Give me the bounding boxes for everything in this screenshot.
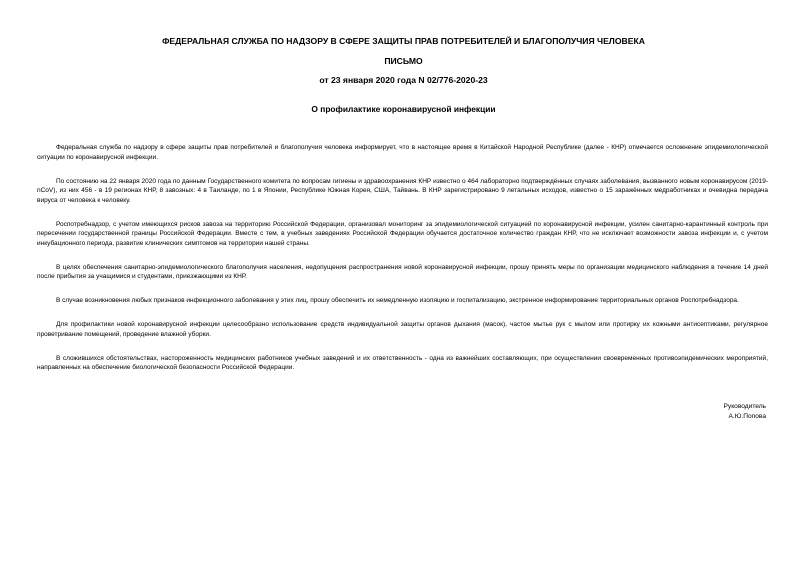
paragraph: В сложившихся обстоятельствах, настороженность медицинских работников учебных заведений и их ответственность - одна из важнейших составляющих, при осуществлении своевременных противоэпидемических мероприятий, направленных на обеспечение биологической безопасности Российской Федерации. bbox=[37, 354, 768, 371]
signatory-name: А.Ю.Попова bbox=[728, 413, 766, 420]
paragraph: По состоянию на 22 января 2020 года по данным Государственного комитета по вопросам гигиены и здравоохранения КНР известно о 464 лабораторно подтверждённых случаях заболевания, вызванного новым коронавирусом (2019-nCoV), из них 456 - в 19 регионах КНР, 8 завозных: 4 в Таиланде, по 1 в Японии, Республике Южная Корея, США, Тайвань. В КНР зарегистрировано 9 летальных исходов, известно о 15 заражённых медработниках и очевидна передача вируса от человека к человеку. bbox=[37, 177, 768, 204]
paragraph: Для профилактики новой коронавирусной инфекции целесообразно использование средств индивидуальной защиты органов дыхания (масок), частое мытье рук с мылом или протирку их кожными антисептиками, регулярное проветривание помещений, проведение влажной уборки. bbox=[37, 321, 768, 338]
paragraph: В целях обеспечения санитарно-эпидемиологического благополучия населения, недопущения распространения новой коронавирусной инфекции, прошу принять меры по организации медицинского наблюдения в течение 14 дней после прибытия за учащимися и студентами, приезжающими из КНР. bbox=[37, 263, 768, 280]
letter-body bbox=[37, 143, 768, 387]
paragraph: Роспотребнадзор, с учетом имеющихся рисков завоза на территорию Российской Федерации, организовал мониторинг за эпидемиологической ситуацией по коронавирусной инфекции, усилен санитарно-карантинный контроль при пересечении государственной границы Российской Федерации. Вместе с тем, в учебных заведениях Российской Федерации обучается достаточное количество граждан КНР, что не исключает возможности завоза инфекции и, с учетом инкубационного периода, развитие клинических симптомов на территории нашей страны. bbox=[37, 220, 768, 247]
paragraph: Федеральная служба по надзору в сфере защиты прав потребителей и благополучия человека информирует, что в настоящее время в Китайской Народной Республике (далее - КНР) отмечается осложнение эпидемиологической ситуации по коронавирусной инфекции. bbox=[37, 144, 768, 161]
document-type: ПИСЬМО bbox=[384, 56, 423, 66]
document-subject: О профилактике коронавирусной инфекции bbox=[311, 104, 496, 114]
paragraph: В случае возникновения любых признаков инфекционного заболевания у этих лиц, прошу обеспечить их немедленную изоляцию и госпитализацию, экстренное информирование территориальных органов Роспотребнадзора. bbox=[56, 297, 739, 304]
document-number-date: от 23 января 2020 года N 02/776-2020-23 bbox=[319, 75, 488, 85]
issuing-organization: ФЕДЕРАЛЬНАЯ СЛУЖБА ПО НАДЗОРУ В СФЕРЕ ЗАЩИТЫ ПРАВ ПОТРЕБИТЕЛЕЙ И БЛАГОПОЛУЧИЯ ЧЕЛОВЕКА bbox=[162, 36, 645, 46]
signatory-title: Руководитель bbox=[723, 403, 766, 410]
signature-block bbox=[724, 402, 766, 422]
